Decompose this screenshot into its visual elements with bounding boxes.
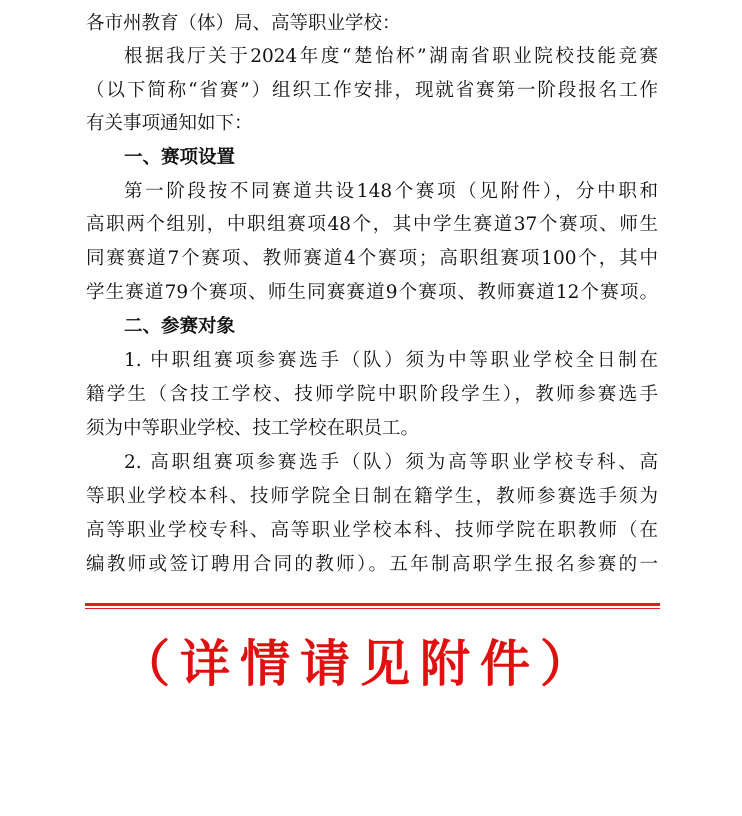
see-attachment-banner: （详情请见附件） bbox=[120, 635, 600, 693]
body-line: 根据我厅关于2024年度“楚怡杯”湖南省职业院校技能竞赛 bbox=[124, 46, 658, 67]
red-divider-thick bbox=[85, 603, 660, 606]
body-line: 1. 中职组赛项参赛选手（队）须为中等职业学校全日制在 bbox=[124, 350, 658, 371]
body-line: 等职业学校本科、技师学院全日制在籍学生，教师参赛选手须为 bbox=[86, 486, 658, 507]
body-line: 高等职业学校专科、高等职业学校本科、技师学院在职教师（在 bbox=[86, 520, 658, 541]
red-divider-thin bbox=[85, 608, 660, 609]
body-line: 第一阶段按不同赛道共设148个赛项（见附件），分中职和 bbox=[124, 181, 658, 202]
body-line: 籍学生（含技工学校、技师学院中职阶段学生），教师参赛选手 bbox=[86, 384, 658, 405]
salutation-line: 各市州教育（体）局、高等职业学校： bbox=[86, 13, 401, 34]
body-line: （以下简称“省赛”）组织工作安排，现就省赛第一阶段报名工作 bbox=[86, 80, 658, 101]
body-line: 学生赛道79个赛项、师生同赛赛道9个赛项、教师赛道12个赛项。 bbox=[86, 282, 658, 303]
body-line: 有关事项通知如下： bbox=[86, 113, 253, 134]
body-line: 2. 高职组赛项参赛选手（队）须为高等职业学校专科、高 bbox=[124, 452, 658, 473]
body-line: 同赛赛道7个赛项、教师赛道4个赛项；高职组赛项100个，其中 bbox=[86, 248, 658, 269]
body-line: 须为中等职业学校、技工学校在职员工。 bbox=[86, 418, 420, 439]
body-line: 编教师或签订聘用合同的教师）。五年制高职学生报名参赛的一 bbox=[86, 554, 658, 575]
section-heading: 二、参赛对象 bbox=[124, 316, 236, 337]
body-line: 高职两个组别，中职组赛项48个，其中学生赛道37个赛项、师生 bbox=[86, 214, 658, 235]
section-heading: 一、赛项设置 bbox=[124, 147, 236, 168]
